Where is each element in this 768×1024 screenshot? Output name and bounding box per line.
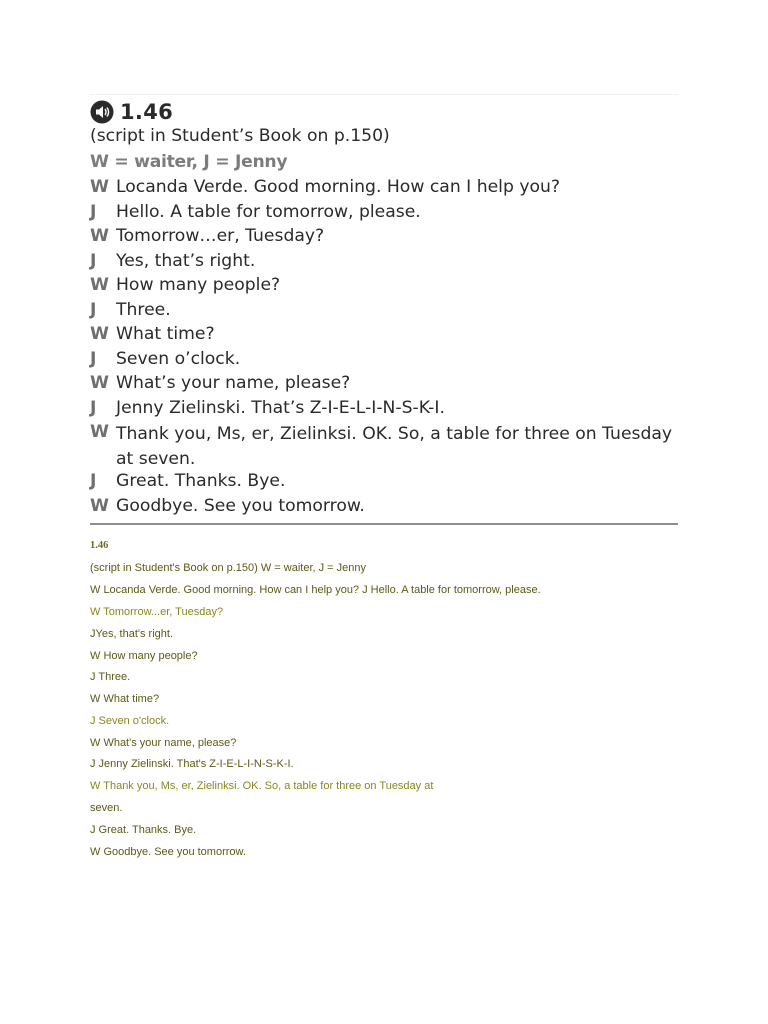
- speaker-label: J: [90, 471, 97, 491]
- speaker-label: J: [90, 202, 97, 222]
- utterance: What time?: [116, 324, 215, 344]
- speaker-icon: [90, 100, 114, 124]
- speaker-label: W: [90, 275, 109, 295]
- transcript-line: W Goodbye. See you tomorrow.: [90, 846, 246, 858]
- utterance: What’s your name, please?: [116, 373, 351, 393]
- utterance: Hello. A table for tomorrow, please.: [116, 202, 421, 222]
- speaker-label: J: [90, 251, 97, 271]
- utterance: Goodbye. See you tomorrow.: [116, 496, 365, 516]
- transcript-line: W What time?: [90, 693, 160, 705]
- transcript-line: J Three.: [90, 671, 131, 683]
- speaker-label: W: [90, 177, 109, 197]
- transcript-line: J Great. Thanks. Bye.: [90, 824, 197, 836]
- transcript-line: JYes, that's right.: [90, 628, 174, 640]
- speaker-label: J: [90, 300, 97, 320]
- transcript-line: W Locanda Verde. Good morning. How can I help you? J Hello. A table for tomorrow, please.: [90, 584, 541, 596]
- transcript-line: W Thank you, Ms, er, Zielinksi. OK. So, a table for three on Tuesday at: [90, 780, 434, 792]
- speaker-label: W: [90, 226, 109, 246]
- utterance: Jenny Zielinski. That’s Z-I-E-L-I-N-S-K-I.: [116, 398, 445, 418]
- scan-header: [90, 99, 173, 125]
- utterance: Locanda Verde. Good morning. How can I help you?: [116, 177, 561, 197]
- transcript-line: J Seven o'clock.: [90, 715, 170, 727]
- speaker-label: W: [90, 496, 109, 516]
- transcript-line: W How many people?: [90, 650, 198, 662]
- transcript-line: W What's your name, please?: [90, 737, 237, 749]
- speaker-label: J: [90, 398, 97, 418]
- utterance: Three.: [116, 300, 171, 320]
- scan-legend: W = waiter, J = Jenny: [90, 152, 288, 172]
- speaker-label: W: [90, 422, 109, 442]
- transcript-line: seven.: [90, 802, 123, 814]
- utterance: Seven o’clock.: [116, 349, 241, 369]
- utterance: Great. Thanks. Bye.: [116, 471, 286, 491]
- track-number: 1.46: [120, 100, 174, 124]
- scan-subtitle: (script in Student’s Book on p.150): [90, 126, 390, 146]
- script-scan: [90, 94, 678, 525]
- utterance: How many people?: [116, 275, 281, 295]
- utterance: Tomorrow…er, Tuesday?: [116, 226, 325, 246]
- transcript-line: (script in Student's Book on p.150) W = waiter, J = Jenny: [90, 562, 367, 574]
- speaker-label: W: [90, 373, 109, 393]
- speaker-label: W: [90, 324, 109, 344]
- transcript-title: 1.46: [90, 540, 109, 551]
- transcript-line: J Jenny Zielinski. That's Z-I-E-L-I-N-S-K-I.: [90, 758, 294, 770]
- utterance: Yes, that’s right.: [116, 251, 256, 271]
- speaker-label: J: [90, 349, 97, 369]
- transcript-line: W Tomorrow...er, Tuesday?: [90, 606, 224, 618]
- utterance: Thank you, Ms, er, Zielinksi. OK. So, a table for three on Tuesday at seven.: [116, 424, 673, 469]
